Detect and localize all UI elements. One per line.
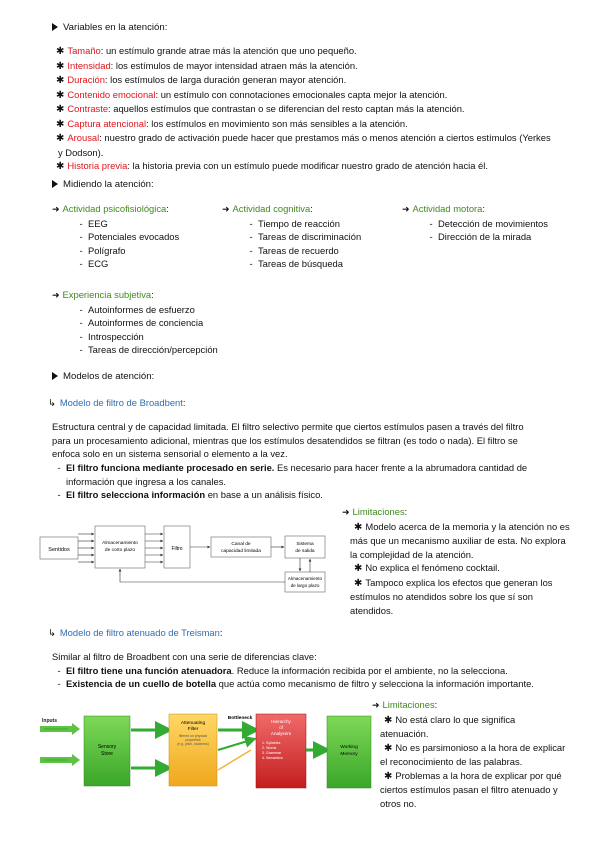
limitation-line: el reconocimiento de las palabras. xyxy=(380,756,523,767)
limitation-line: ✱ No es parsimonioso a la hora de explicar xyxy=(384,741,566,754)
triangle-bullet-icon xyxy=(52,23,58,31)
svg-text:de largo plazo: de largo plazo xyxy=(290,583,320,588)
broadbent-title: ↳ Modelo de filtro de Broadbent: xyxy=(48,397,186,408)
svg-text:Attenuating: Attenuating xyxy=(180,721,206,726)
star-bullet-icon: ✱ xyxy=(384,714,393,726)
list-item: - Potenciales evocados xyxy=(79,231,180,242)
star-bullet-icon: ✱ xyxy=(56,133,65,144)
cognitiva-label: Actividad cognitiva xyxy=(232,203,311,214)
list-item: - Introspección xyxy=(79,330,144,342)
limitation-line: ✱ Problemas a la hora de explicar por qué xyxy=(384,769,562,782)
star-bullet-icon: ✱ xyxy=(56,89,65,101)
section-variables-heading: Variables en la atención: xyxy=(52,21,167,35)
svg-text:de corto plazo: de corto plazo xyxy=(104,548,136,553)
treisman-text: Similar al filtro de Broadbent con una serie de diferencias clave: - El filtro tiene una función atenuadora. Reduce la información recibida por el ambiente, no la selecciona. - Existencia de un cuello de botella que actúa como mecanismo de filtro y selecciona la información importante. xyxy=(52,651,534,689)
motora-label: Actividad motora xyxy=(412,203,483,214)
limitation-line: ✱ Tampoco explica los efectos que generan los xyxy=(354,576,553,589)
canal-box xyxy=(211,537,271,557)
return-arrow-icon: ↳ xyxy=(48,397,56,408)
cognitiva-items xyxy=(244,217,361,271)
svg-text:Sistema: Sistema xyxy=(296,542,314,547)
arrow-bullet-icon: ➜ xyxy=(372,700,380,710)
svg-text:Almacenamiento: Almacenamiento xyxy=(287,576,323,581)
broadbent-diagram xyxy=(38,516,328,598)
list-item: - Autoinformes de conciencia xyxy=(79,317,204,328)
subjetiva-label: Experiencia subjetiva xyxy=(62,289,152,300)
svg-text:Filtro: Filtro xyxy=(171,546,183,552)
inputs-label: Inputs xyxy=(42,718,57,724)
star-bullet-icon: ✱ xyxy=(354,563,363,574)
svg-text:1. Syllables: 1. Syllables xyxy=(262,741,281,745)
svg-text:Canal de: Canal de xyxy=(231,542,251,547)
list-item: - EEG xyxy=(79,217,108,229)
star-bullet-icon: ✱ xyxy=(56,46,65,57)
list-item: - Tareas de discriminación xyxy=(249,231,362,242)
variable-item: ✱ Contenido emocional: un estímulo con connotaciones emocionales capta mejor la atención. xyxy=(56,88,448,101)
limitation-line: ciertos estímulos pasan el filtro atenuado y xyxy=(380,784,558,795)
limitation-line: ✱ Modelo acerca de la memoria y la atención no es xyxy=(354,520,570,533)
limitation-line: atenuación. xyxy=(380,728,429,739)
svg-text:Sensory: Sensory xyxy=(97,744,117,750)
motora-group: ➜ Actividad motora: - Detección de movimientos - Dirección de la mirada xyxy=(402,203,548,242)
star-bullet-icon: ✱ xyxy=(384,742,393,754)
list-item: - ECG xyxy=(79,258,109,269)
broadbent-limitaciones: ➜ Limitaciones: ✱ Modelo acerca de la memoria y la atención no es más que un mecanismo auxiliar de esta. No explora la complejidad de la atención. ✱ No explica el fenómeno cocktail. ✱ Tampoco explica los efectos que generan los estímulos no atendidos sobre los que sí son atendidos. xyxy=(342,506,570,616)
limitation-line: ✱ No está claro lo que significa xyxy=(384,713,516,726)
svg-text:filtered on physical: filtered on physical xyxy=(178,734,208,738)
arrow-bullet-icon: ➜ xyxy=(222,204,230,214)
svg-text:Almacenamiento: Almacenamiento xyxy=(102,541,138,546)
svg-text:4. Semantics: 4. Semantics xyxy=(262,756,283,760)
list-item: - Tareas de dirección/percepción xyxy=(79,344,218,355)
svg-text:de salida: de salida xyxy=(295,549,315,554)
star-bullet-icon: ✱ xyxy=(56,118,65,130)
svg-text:Filter: Filter xyxy=(187,727,199,732)
star-bullet-icon: ✱ xyxy=(354,521,363,533)
list-item: - Polígrafo xyxy=(79,244,126,256)
svg-text:Memory: Memory xyxy=(340,752,358,757)
svg-text:(e.g. pitch, loudness): (e.g. pitch, loudness) xyxy=(177,742,209,746)
list-item: - Detección de movimientos xyxy=(429,217,548,229)
variable-item: ✱ Duración: los estímulos de larga duración generan mayor atención. xyxy=(56,74,347,86)
broadbent-lim-items xyxy=(350,520,570,618)
limitation-line: la complejidad de la atención. xyxy=(350,548,474,560)
svg-text:of: of xyxy=(279,725,283,730)
almacen-corto-box xyxy=(95,526,145,568)
treisman-diagram xyxy=(38,710,374,798)
svg-text:Store: Store xyxy=(101,751,113,757)
arrow-bullet-icon: ➜ xyxy=(342,507,350,517)
list-item: - Tareas de búsqueda xyxy=(249,258,343,269)
limitation-line: otros no. xyxy=(380,797,417,809)
variables-list xyxy=(56,44,551,174)
treisman-lim-items xyxy=(380,713,565,811)
star-bullet-icon: ✱ xyxy=(56,60,65,72)
variable-item: ✱ Arousal: nuestro grado de activación puede hacer que prestamos más o menos atención a ciertos estímulos (Yerkes xyxy=(56,132,551,144)
psico-items xyxy=(74,217,179,271)
list-item: - Dirección de la mirada xyxy=(429,231,532,242)
svg-text:capacidad limitada: capacidad limitada xyxy=(221,549,261,554)
list-item: - Autoinformes de esfuerzo xyxy=(79,303,195,315)
svg-text:properties: properties xyxy=(185,738,201,742)
cognitiva-group: ➜ Actividad cognitiva: - Tiempo de reacción - Tareas de discriminación - Tareas de recuerdo - Tareas de búsqueda xyxy=(222,203,362,269)
star-bullet-icon: ✱ xyxy=(354,577,363,589)
svg-text:2. Words: 2. Words xyxy=(262,746,277,750)
treisman-title: ↳ Modelo de filtro atenuado de Treisman: xyxy=(48,627,223,638)
section-midiendo-heading: Midiendo la atención: xyxy=(52,178,154,192)
motora-items xyxy=(424,217,548,244)
subjetiva-items xyxy=(74,303,218,357)
variable-item: ✱ Historia previa: la historia previa con un estímulo puede modificar nuestro grado de atención hacia él. xyxy=(56,160,488,172)
variable-item: ✱ Captura atencional: los estímulos en movimiento son más sensibles a la atención. xyxy=(56,117,408,130)
variable-item-continuation: y Dodson). xyxy=(58,146,104,158)
return-arrow-icon: ↳ xyxy=(48,627,56,638)
bottleneck-label: Bottleneck xyxy=(227,716,253,721)
limitation-line: estímulos no atendidos sobre los que sí son xyxy=(350,591,533,602)
variable-item: ✱ Intensidad: los estímulos de mayor intensidad atraen más la atención. xyxy=(56,59,358,72)
almacen-largo-box xyxy=(285,572,325,592)
list-item: - Tareas de recuerdo xyxy=(249,244,339,256)
sentidos-label: Sentidos xyxy=(48,547,70,553)
broadbent-paragraph: Estructura central y de capacidad limitada. El filtro selectivo permite que ciertos estímulos pasen a través del filtro para un procesamiento adicional, mientras que los estímulos desatendidos se filtran (es todo o nada). El filtro se enfoca solo en un sistema sensorial o elemento a la vez. xyxy=(52,421,524,459)
treisman-limitaciones: ➜ Limitaciones: ✱ No está claro lo que significa atenuación. ✱ No es parsimonioso a la hora de explicar el reconocimiento de las palabras. ✱ Problemas a la hora de explicar por qué ciertos estímulos pasan el filtro atenuado y otros no. xyxy=(372,699,566,809)
psico-label: Actividad psicofisiológica xyxy=(62,203,167,214)
triangle-bullet-icon xyxy=(52,180,58,188)
svg-text:Analysers: Analysers xyxy=(270,731,292,736)
psico-group: ➜ Actividad psicofisiológica: - EEG - Potenciales evocados - Polígrafo - ECG xyxy=(52,203,180,269)
variable-item: ✱ Tamaño: un estímulo grande atrae más la atención que uno pequeño. xyxy=(56,45,357,57)
list-item: - Tiempo de reacción xyxy=(249,217,340,229)
star-bullet-icon: ✱ xyxy=(56,161,65,172)
svg-text:3. Grammar: 3. Grammar xyxy=(262,751,282,755)
sistema-salida-box xyxy=(285,536,325,558)
arrow-bullet-icon: ➜ xyxy=(52,204,60,214)
arrow-bullet-icon: ➜ xyxy=(52,290,60,300)
arrow-bullet-icon: ➜ xyxy=(402,204,410,214)
limitation-line: ✱ No explica el fenómeno cocktail. xyxy=(354,562,500,574)
triangle-bullet-icon xyxy=(52,372,58,380)
svg-text:Hierarchy: Hierarchy xyxy=(271,719,291,724)
limitation-line: atendidos. xyxy=(350,604,394,616)
variable-item: ✱ Contraste: aquellos estímulos que contrastan o se diferencian del resto captan más la atención. xyxy=(56,103,465,115)
star-bullet-icon: ✱ xyxy=(56,104,65,115)
subjetiva-group: ➜ Experiencia subjetiva: - Autoinformes de esfuerzo - Autoinformes de conciencia - Introspección - Tareas de dirección/percepción xyxy=(52,289,218,355)
broadbent-bullets: - El filtro funciona mediante procesado en serie. Es necesario para hacer frente a la abrumadora cantidad de información que ingresa a los canales. - El filtro selecciona información en base a un análisis físico. xyxy=(57,462,528,500)
star-bullet-icon: ✱ xyxy=(384,770,393,782)
limitation-line: más que un mecanismo auxiliar de esta. No explora xyxy=(350,535,566,546)
star-bullet-icon: ✱ xyxy=(56,75,65,86)
svg-text:Working: Working xyxy=(340,745,358,750)
section-modelos-heading: Modelos de atención: xyxy=(52,370,154,384)
